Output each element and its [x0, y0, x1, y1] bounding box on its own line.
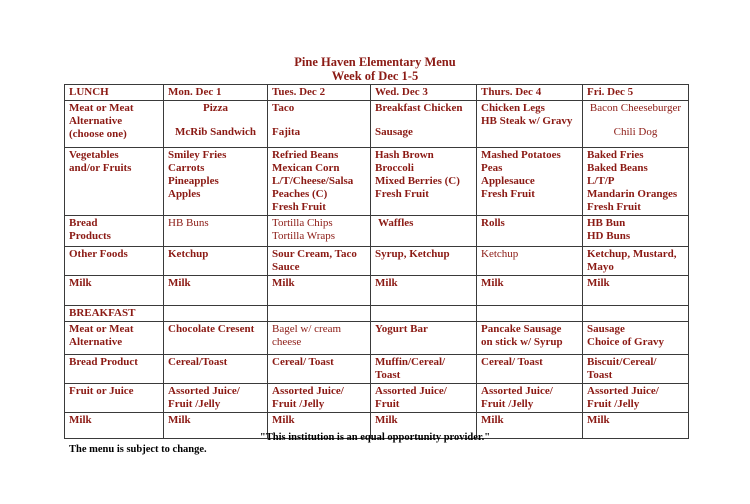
row-label: Vegetables and/or Fruits [65, 148, 164, 216]
menu-cell: Assorted Juice/ Fruit /Jelly [164, 384, 268, 413]
menu-cell: Breakfast Chicken Sausage [371, 101, 477, 148]
menu-cell: Milk [371, 276, 477, 306]
menu-cell: Mashed Potatoes Peas Applesauce Fresh Fruit [477, 148, 583, 216]
menu-cell: Milk [164, 276, 268, 306]
row-label: Other Foods [65, 247, 164, 276]
menu-cell: Milk [477, 413, 583, 439]
menu-cell: Refried Beans Mexican Corn L/T/Cheese/Salsa Peaches (C) Fresh Fruit [268, 148, 371, 216]
row-label: Milk [65, 276, 164, 306]
row-label: Bread Product [65, 355, 164, 384]
table-row [65, 216, 689, 247]
table-row [65, 276, 689, 306]
table-row [65, 322, 689, 355]
day-header: Mon. Dec 1 [164, 85, 268, 101]
table-row [65, 247, 689, 276]
menu-title: Pine Haven Elementary Menu [294, 55, 456, 69]
menu-cell: Smiley Fries Carrots Pineapples Apples [164, 148, 268, 216]
row-label: Bread Products [65, 216, 164, 247]
row-label: Meat or Meat Alternative [65, 322, 164, 355]
menu-cell: Assorted Juice/ Fruit [371, 384, 477, 413]
menu-cell: Cereal/Toast [164, 355, 268, 384]
menu-cell: HB Bun HD Buns [583, 216, 689, 247]
menu-cell: Pizza McRib Sandwich [164, 101, 268, 148]
table-row [65, 384, 689, 413]
day-header: Wed. Dec 3 [371, 85, 477, 101]
menu-cell: Assorted Juice/ Fruit /Jelly [583, 384, 689, 413]
change-notice: The menu is subject to change. [69, 444, 207, 455]
menu-cell: Assorted Juice/ Fruit /Jelly [477, 384, 583, 413]
menu-cell: Cereal/ Toast [477, 355, 583, 384]
menu-cell: Chicken Legs HB Steak w/ Gravy [477, 101, 583, 148]
table-row [65, 306, 689, 322]
menu-cell [583, 306, 689, 322]
row-label: Milk [65, 413, 164, 439]
menu-cell: Milk [371, 413, 477, 439]
menu-cell: Cereal/ Toast [268, 355, 371, 384]
menu-subtitle: Week of Dec 1-5 [331, 69, 419, 83]
menu-cell: Milk [477, 276, 583, 306]
menu-cell: Milk [583, 413, 689, 439]
menu-cell: Waffles [371, 216, 477, 247]
menu-cell: Hash Brown Broccoli Mixed Berries (C) Fresh Fruit [371, 148, 477, 216]
menu-cell: Ketchup, Mustard, Mayo [583, 247, 689, 276]
menu-cell: Biscuit/Cereal/ Toast [583, 355, 689, 384]
menu-cell: Sausage Choice of Gravy [583, 322, 689, 355]
menu-cell: Assorted Juice/ Fruit /Jelly [268, 384, 371, 413]
menu-cell: Ketchup [477, 247, 583, 276]
menu-cell: Milk [268, 276, 371, 306]
menu-cell [164, 306, 268, 322]
day-header: Tues. Dec 2 [268, 85, 371, 101]
menu-cell: Baked Fries Baked Beans L/T/P Mandarin Oranges Fresh Fruit [583, 148, 689, 216]
menu-cell: Muffin/Cereal/ Toast [371, 355, 477, 384]
menu-cell [477, 306, 583, 322]
menu-cell [268, 306, 371, 322]
table-row [65, 85, 689, 101]
menu-cell: Rolls [477, 216, 583, 247]
menu-cell: Milk [583, 276, 689, 306]
menu-cell: Milk [268, 413, 371, 439]
day-header: Thurs. Dec 4 [477, 85, 583, 101]
table-row [65, 148, 689, 216]
menu-cell: Bacon Cheeseburger Chili Dog [583, 101, 689, 148]
menu-cell: Tortilla Chips Tortilla Wraps [268, 216, 371, 247]
menu-cell: Sour Cream, Taco Sauce [268, 247, 371, 276]
menu-cell: Ketchup [164, 247, 268, 276]
lunch-label: LUNCH [65, 85, 164, 101]
breakfast-label: BREAKFAST [65, 306, 164, 322]
day-header: Fri. Dec 5 [583, 85, 689, 101]
menu-cell: Taco Fajita [268, 101, 371, 148]
menu-cell: Syrup, Ketchup [371, 247, 477, 276]
menu-cell: Yogurt Bar [371, 322, 477, 355]
menu-table [64, 84, 689, 439]
menu-cell: HB Buns [164, 216, 268, 247]
row-label: Meat or Meat Alternative (choose one) [65, 101, 164, 148]
menu-cell: Milk [164, 413, 268, 439]
equal-opportunity-statement: "This institution is an equal opportunity provider." [259, 432, 491, 443]
menu-cell: Bagel w/ cream cheese [268, 322, 371, 355]
row-label: Fruit or Juice [65, 384, 164, 413]
menu-cell: Chocolate Cresent [164, 322, 268, 355]
table-row [65, 101, 689, 148]
menu-cell: Pancake Sausage on stick w/ Syrup [477, 322, 583, 355]
table-row [65, 355, 689, 384]
menu-cell [371, 306, 477, 322]
